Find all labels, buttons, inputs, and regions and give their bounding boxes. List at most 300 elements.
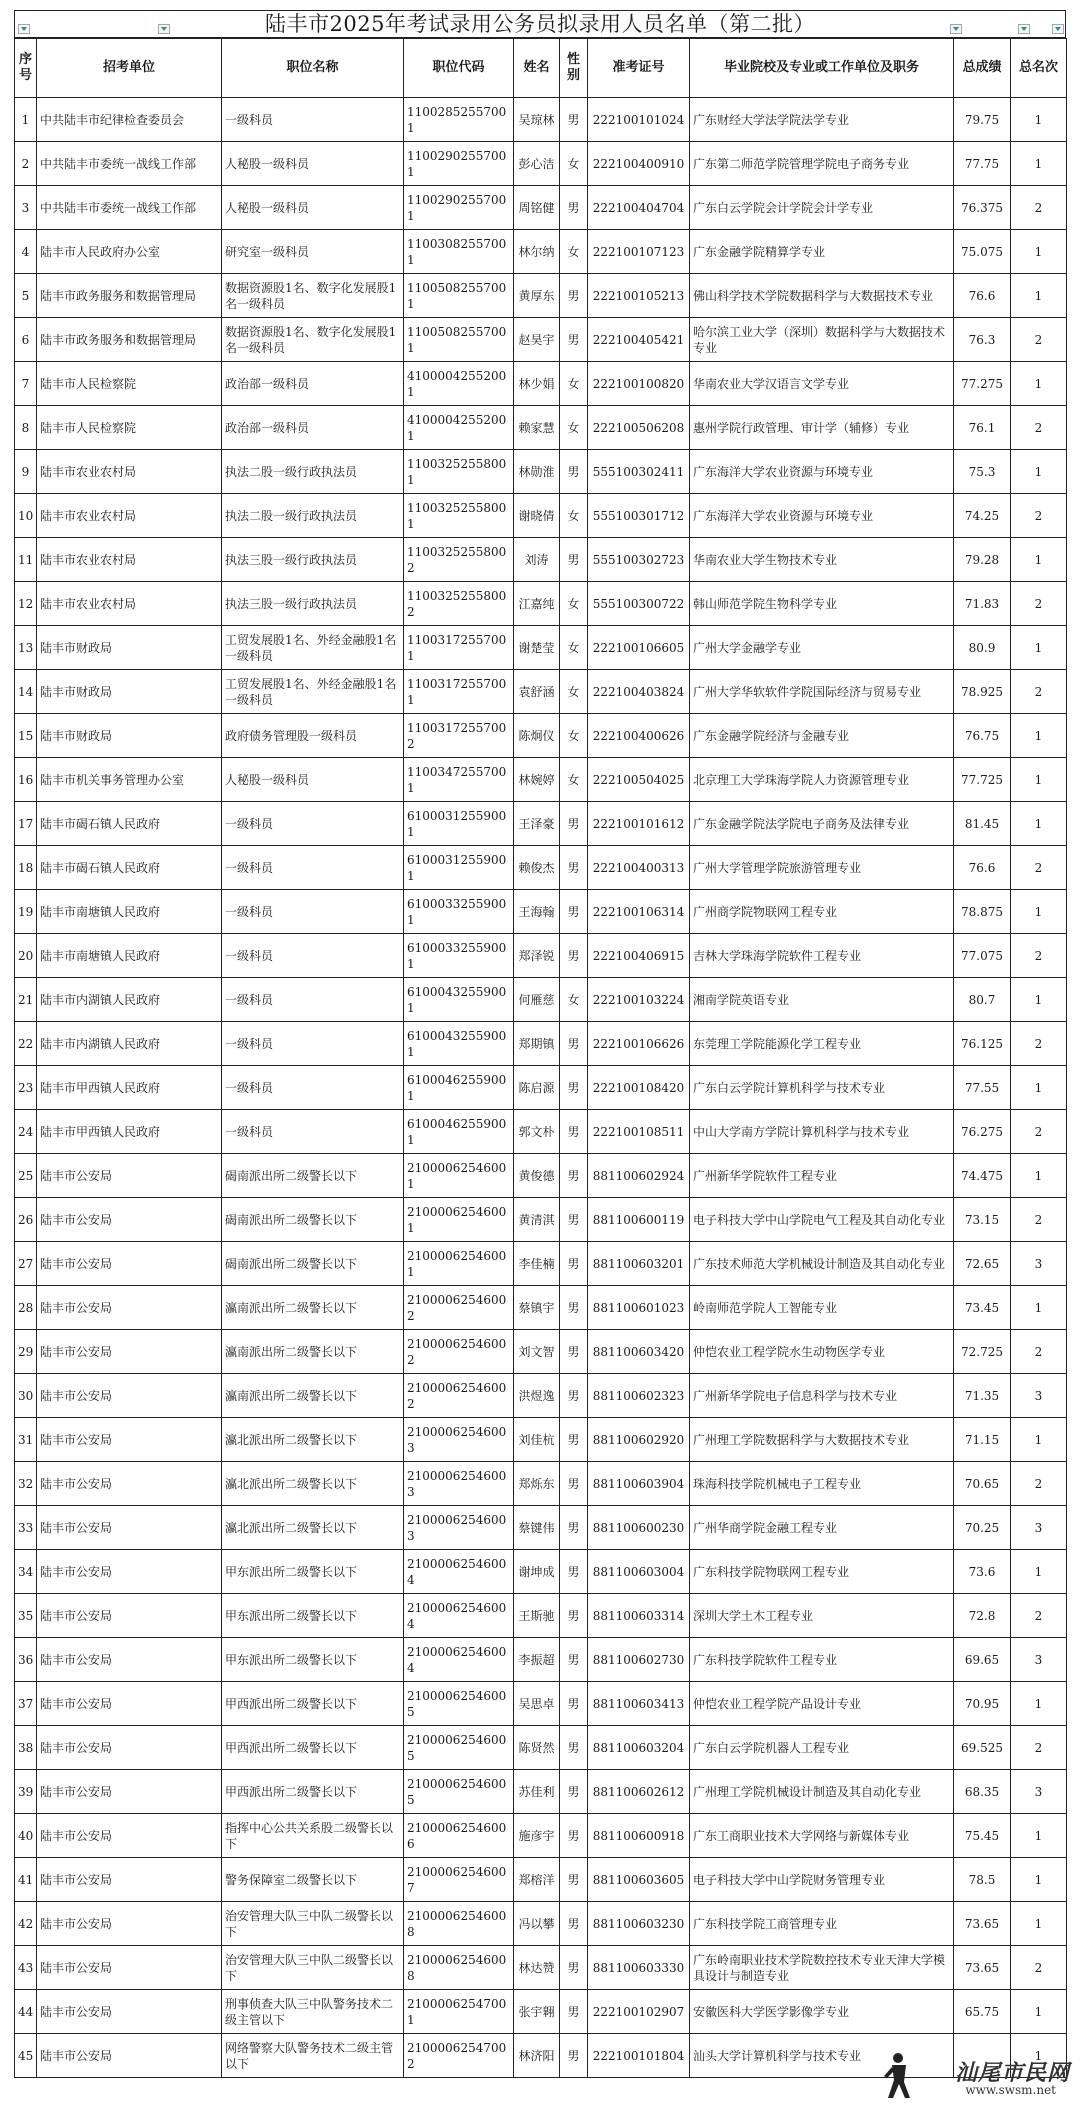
table-row [15, 1726, 1067, 1770]
cell-rank: 2 [1011, 406, 1067, 450]
cell-rank: 2 [1011, 1462, 1067, 1506]
cell-code: 11003172557001 [404, 626, 514, 670]
cell-score: 78.925 [954, 670, 1011, 714]
cell-position: 瀛北派出所二级警长以下 [222, 1506, 404, 1550]
header-unit: 招考单位 [37, 39, 222, 98]
cell-name: 洪煜逸 [514, 1374, 560, 1418]
cell-seq: 36 [15, 1638, 37, 1682]
cell-school: 广州商学院物联网工程专业 [690, 890, 954, 934]
cell-seq: 13 [15, 626, 37, 670]
cell-school: 岭南师范学院人工智能专业 [690, 1286, 954, 1330]
cell-unit: 陆丰市公安局 [37, 1418, 222, 1462]
cell-seq: 20 [15, 934, 37, 978]
cell-seq: 38 [15, 1726, 37, 1770]
cell-rank: 2 [1011, 582, 1067, 626]
header-exam-id: 准考证号 [588, 39, 690, 98]
cell-position: 甲东派出所二级警长以下 [222, 1594, 404, 1638]
cell-unit: 陆丰市财政局 [37, 626, 222, 670]
table-row [15, 978, 1067, 1022]
cell-seq: 1 [15, 98, 37, 142]
cell-seq: 12 [15, 582, 37, 626]
cell-code: 21000062546003 [404, 1506, 514, 1550]
cell-score: 69.525 [954, 1726, 1011, 1770]
cell-rank: 1 [1011, 1902, 1067, 1946]
cell-rank: 2 [1011, 186, 1067, 230]
cell-code: 21000062546008 [404, 1946, 514, 1990]
cell-unit: 陆丰市公安局 [37, 1506, 222, 1550]
cell-name: 黄厚东 [514, 274, 560, 318]
cell-unit: 陆丰市内湖镇人民政府 [37, 978, 222, 1022]
cell-seq: 39 [15, 1770, 37, 1814]
cell-gender: 女 [560, 626, 588, 670]
cell-seq: 44 [15, 1990, 37, 2034]
table-row [15, 1858, 1067, 1902]
cell-exam-id: 222100106605 [588, 626, 690, 670]
cell-code: 21000062546008 [404, 1902, 514, 1946]
cell-seq: 11 [15, 538, 37, 582]
cell-seq: 34 [15, 1550, 37, 1594]
cell-school: 吉林大学珠海学院软件工程专业 [690, 934, 954, 978]
table-row [15, 1198, 1067, 1242]
cell-name: 郭文朴 [514, 1110, 560, 1154]
cell-code: 21000062546001 [404, 1242, 514, 1286]
cell-seq: 43 [15, 1946, 37, 1990]
header-school: 毕业院校及专业或工作单位及职务 [690, 39, 954, 98]
cell-school: 广州大学金融学专业 [690, 626, 954, 670]
cell-score: 70.25 [954, 1506, 1011, 1550]
cell-unit: 陆丰市公安局 [37, 1462, 222, 1506]
cell-unit: 陆丰市内湖镇人民政府 [37, 1022, 222, 1066]
cell-gender: 女 [560, 582, 588, 626]
cell-position: 政府债务管理股一级科员 [222, 714, 404, 758]
cell-code: 61000432559001 [404, 978, 514, 1022]
cell-rank: 1 [1011, 714, 1067, 758]
filter-dropdown-icon[interactable] [18, 24, 30, 34]
cell-school: 东莞理工学院能源化学工程专业 [690, 1022, 954, 1066]
cell-code: 61000462559001 [404, 1110, 514, 1154]
cell-rank: 3 [1011, 1638, 1067, 1682]
cell-rank: 2 [1011, 318, 1067, 362]
cell-school: 湘南学院英语专业 [690, 978, 954, 1022]
cell-name: 江嘉纯 [514, 582, 560, 626]
cell-school: 广州新华学院电子信息科学与技术专业 [690, 1374, 954, 1418]
cell-school: 广东白云学院机器人工程专业 [690, 1726, 954, 1770]
cell-code: 11003472557001 [404, 758, 514, 802]
cell-rank: 1 [1011, 1550, 1067, 1594]
table-row [15, 934, 1067, 978]
cell-name: 施彦宇 [514, 1814, 560, 1858]
table-row [15, 1154, 1067, 1198]
table-row [15, 1682, 1067, 1726]
cell-exam-id: 222100102907 [588, 1990, 690, 2034]
cell-exam-id: 881100600918 [588, 1814, 690, 1858]
table-row [15, 1946, 1067, 1990]
cell-seq: 4 [15, 230, 37, 274]
cell-seq: 21 [15, 978, 37, 1022]
cell-name: 林达赞 [514, 1946, 560, 1990]
cell-school: 华南农业大学生物技术专业 [690, 538, 954, 582]
cell-name: 苏佳利 [514, 1770, 560, 1814]
cell-rank: 1 [1011, 450, 1067, 494]
cell-rank: 1 [1011, 1814, 1067, 1858]
cell-rank: 1 [1011, 362, 1067, 406]
cell-code: 11003252558002 [404, 538, 514, 582]
cell-score: 73.15 [954, 1198, 1011, 1242]
cell-exam-id: 881100603413 [588, 1682, 690, 1726]
cell-name: 刘涛 [514, 538, 560, 582]
cell-score: 79.75 [954, 98, 1011, 142]
table-row [15, 1418, 1067, 1462]
cell-position: 数据资源股1名、数字化发展股1名一级科员 [222, 274, 404, 318]
cell-exam-id: 881100602924 [588, 1154, 690, 1198]
cell-gender: 男 [560, 1858, 588, 1902]
cell-code: 21000062546004 [404, 1594, 514, 1638]
cell-exam-id: 222100400313 [588, 846, 690, 890]
cell-unit: 陆丰市南塘镇人民政府 [37, 934, 222, 978]
header-seq: 序号 [15, 39, 37, 98]
cell-seq: 14 [15, 670, 37, 714]
cell-score: 71.83 [954, 582, 1011, 626]
cell-gender: 男 [560, 1374, 588, 1418]
cell-seq: 10 [15, 494, 37, 538]
cell-school: 广东白云学院计算机科学与技术专业 [690, 1066, 954, 1110]
table-row [15, 626, 1067, 670]
cell-exam-id: 222100100820 [588, 362, 690, 406]
cell-rank: 2 [1011, 670, 1067, 714]
cell-name: 王泽豪 [514, 802, 560, 846]
cell-position: 指挥中心公共关系股二级警长以下 [222, 1814, 404, 1858]
cell-exam-id: 222100106626 [588, 1022, 690, 1066]
cell-exam-id: 555100302411 [588, 450, 690, 494]
cell-gender: 男 [560, 318, 588, 362]
cell-exam-id: 881100603904 [588, 1462, 690, 1506]
cell-score: 70.65 [954, 1462, 1011, 1506]
cell-score: 70.95 [954, 1682, 1011, 1726]
cell-seq: 19 [15, 890, 37, 934]
cell-gender: 男 [560, 98, 588, 142]
cell-name: 陈炯仪 [514, 714, 560, 758]
table-row [15, 274, 1067, 318]
cell-exam-id: 222100406915 [588, 934, 690, 978]
cell-code: 11002902557001 [404, 186, 514, 230]
cell-gender: 男 [560, 1550, 588, 1594]
cell-seq: 42 [15, 1902, 37, 1946]
cell-code: 61000332559001 [404, 934, 514, 978]
cell-position: 执法三股一级行政执法员 [222, 538, 404, 582]
cell-name: 林勋淮 [514, 450, 560, 494]
cell-school: 广州大学华软软件学院国际经济与贸易专业 [690, 670, 954, 714]
cell-rank: 2 [1011, 934, 1067, 978]
cell-exam-id: 222100106314 [588, 890, 690, 934]
cell-gender: 男 [560, 538, 588, 582]
cell-gender: 男 [560, 1990, 588, 2034]
cell-gender: 女 [560, 230, 588, 274]
cell-position: 工贸发展股1名、外经金融股1名一级科员 [222, 626, 404, 670]
cell-position: 政治部一级科员 [222, 362, 404, 406]
cell-school: 惠州学院行政管理、审计学（辅修）专业 [690, 406, 954, 450]
cell-position: 人秘股一级科员 [222, 142, 404, 186]
table-row [15, 406, 1067, 450]
table-row [15, 318, 1067, 362]
cell-code: 11003172557002 [404, 714, 514, 758]
cell-code: 21000062546005 [404, 1726, 514, 1770]
cell-name: 郑泽锐 [514, 934, 560, 978]
table-row [15, 142, 1067, 186]
cell-code: 21000062546005 [404, 1682, 514, 1726]
cell-gender: 女 [560, 978, 588, 1022]
table-row [15, 1990, 1067, 2034]
cell-code: 21000062546002 [404, 1330, 514, 1374]
cell-gender: 女 [560, 494, 588, 538]
filter-dropdown-icon[interactable] [158, 24, 170, 34]
filter-dropdown-icon[interactable] [1018, 24, 1030, 34]
cell-code: 21000062546005 [404, 1770, 514, 1814]
cell-seq: 6 [15, 318, 37, 362]
cell-school: 中山大学南方学院计算机科学与技术专业 [690, 1110, 954, 1154]
cell-position: 人秘股一级科员 [222, 758, 404, 802]
table-row [15, 582, 1067, 626]
cell-code: 61000312559001 [404, 802, 514, 846]
page-title: 陆丰市2025年考试录用公务员拟录用人员名单（第二批） [265, 12, 815, 36]
cell-school: 广东金融学院法学院电子商务及法律专业 [690, 802, 954, 846]
cell-rank: 2 [1011, 1198, 1067, 1242]
cell-name: 何雁慈 [514, 978, 560, 1022]
cell-gender: 男 [560, 1638, 588, 1682]
cell-position: 一级科员 [222, 1022, 404, 1066]
cell-school: 广东岭南职业技术学院数控技术专业天津大学模具设计与制造专业 [690, 1946, 954, 1990]
cell-name: 谢坤成 [514, 1550, 560, 1594]
table-row [15, 1286, 1067, 1330]
cell-code: 21000062546003 [404, 1462, 514, 1506]
cell-score: 77.75 [954, 142, 1011, 186]
cell-name: 周铭健 [514, 186, 560, 230]
cell-unit: 陆丰市公安局 [37, 1946, 222, 1990]
table-row [15, 758, 1067, 802]
cell-exam-id: 222100101024 [588, 98, 690, 142]
cell-school: 广州新华学院软件工程专业 [690, 1154, 954, 1198]
cell-exam-id: 555100301712 [588, 494, 690, 538]
cell-school: 深圳大学土木工程专业 [690, 1594, 954, 1638]
cell-gender: 男 [560, 1066, 588, 1110]
cell-name: 袁舒涵 [514, 670, 560, 714]
cell-score: 76.125 [954, 1022, 1011, 1066]
cell-unit: 陆丰市人民检察院 [37, 362, 222, 406]
cell-name: 郑烁东 [514, 1462, 560, 1506]
cell-unit: 陆丰市农业农村局 [37, 582, 222, 626]
cell-gender: 男 [560, 1946, 588, 1990]
cell-score: 75.075 [954, 230, 1011, 274]
cell-school: 珠海科技学院机械电子工程专业 [690, 1462, 954, 1506]
cell-seq: 16 [15, 758, 37, 802]
filter-dropdown-icon[interactable] [950, 24, 962, 34]
cell-gender: 男 [560, 1154, 588, 1198]
cell-exam-id: 881100600119 [588, 1198, 690, 1242]
cell-code: 61000432559001 [404, 1022, 514, 1066]
cell-position: 一级科员 [222, 1066, 404, 1110]
cell-gender: 男 [560, 1418, 588, 1462]
cell-rank: 3 [1011, 1374, 1067, 1418]
cell-unit: 陆丰市南塘镇人民政府 [37, 890, 222, 934]
cell-rank: 1 [1011, 1154, 1067, 1198]
cell-name: 谢楚莹 [514, 626, 560, 670]
cell-school: 韩山师范学院生物科学专业 [690, 582, 954, 626]
cell-gender: 女 [560, 142, 588, 186]
cell-seq: 30 [15, 1374, 37, 1418]
cell-code: 41000042552001 [404, 362, 514, 406]
cell-school: 广东工商职业技术大学网络与新媒体专业 [690, 1814, 954, 1858]
walking-figure-icon [880, 2050, 920, 2100]
cell-unit: 陆丰市公安局 [37, 1682, 222, 1726]
cell-gender: 男 [560, 1506, 588, 1550]
cell-seq: 31 [15, 1418, 37, 1462]
cell-seq: 45 [15, 2034, 37, 2078]
cell-seq: 8 [15, 406, 37, 450]
cell-name: 林婉婷 [514, 758, 560, 802]
cell-name: 刘佳杭 [514, 1418, 560, 1462]
table-row [15, 1022, 1067, 1066]
cell-score: 76.375 [954, 186, 1011, 230]
table-row [15, 1550, 1067, 1594]
recruitment-table [14, 38, 1067, 2078]
cell-unit: 陆丰市政务服务和数据管理局 [37, 318, 222, 362]
cell-exam-id: 222100101612 [588, 802, 690, 846]
cell-position: 一级科员 [222, 1110, 404, 1154]
cell-unit: 陆丰市公安局 [37, 1594, 222, 1638]
cell-exam-id: 222100105213 [588, 274, 690, 318]
cell-seq: 26 [15, 1198, 37, 1242]
cell-rank: 3 [1011, 1242, 1067, 1286]
cell-exam-id: 881100602920 [588, 1418, 690, 1462]
header-rank: 总名次 [1011, 39, 1067, 98]
cell-name: 黄俊德 [514, 1154, 560, 1198]
cell-position: 一级科员 [222, 978, 404, 1022]
cell-exam-id: 881100602612 [588, 1770, 690, 1814]
cell-seq: 23 [15, 1066, 37, 1110]
cell-school: 广东金融学院精算学专业 [690, 230, 954, 274]
cell-unit: 中共陆丰市纪律检查委员会 [37, 98, 222, 142]
cell-score: 78.875 [954, 890, 1011, 934]
cell-name: 林少娟 [514, 362, 560, 406]
cell-code: 11003252558002 [404, 582, 514, 626]
cell-rank: 1 [1011, 142, 1067, 186]
cell-school: 广州大学管理学院旅游管理专业 [690, 846, 954, 890]
cell-exam-id: 222100400626 [588, 714, 690, 758]
cell-name: 陈贤然 [514, 1726, 560, 1770]
cell-seq: 24 [15, 1110, 37, 1154]
cell-rank: 2 [1011, 1022, 1067, 1066]
cell-unit: 陆丰市公安局 [37, 1242, 222, 1286]
cell-exam-id: 222100504025 [588, 758, 690, 802]
cell-score: 65.75 [954, 1990, 1011, 2034]
cell-code: 21000062546002 [404, 1286, 514, 1330]
cell-rank: 1 [1011, 2034, 1067, 2078]
cell-code: 11003082557001 [404, 230, 514, 274]
cell-score: 73.65 [954, 1902, 1011, 1946]
cell-seq: 29 [15, 1330, 37, 1374]
cell-seq: 33 [15, 1506, 37, 1550]
cell-name: 吴琼林 [514, 98, 560, 142]
cell-score: 72.725 [954, 1330, 1011, 1374]
cell-unit: 陆丰市机关事务管理办公室 [37, 758, 222, 802]
cell-position: 甲东派出所二级警长以下 [222, 1550, 404, 1594]
cell-rank: 2 [1011, 494, 1067, 538]
cell-code: 21000062546001 [404, 1198, 514, 1242]
cell-unit: 陆丰市公安局 [37, 1638, 222, 1682]
cell-school: 广东科技学院工商管理专业 [690, 1902, 954, 1946]
cell-exam-id: 222100405421 [588, 318, 690, 362]
cell-exam-id: 222100400910 [588, 142, 690, 186]
cell-school: 广东海洋大学农业资源与环境专业 [690, 450, 954, 494]
table-row [15, 230, 1067, 274]
cell-score: 77.275 [954, 362, 1011, 406]
cell-unit: 陆丰市公安局 [37, 1374, 222, 1418]
cell-unit: 陆丰市公安局 [37, 1726, 222, 1770]
cell-position: 人秘股一级科员 [222, 186, 404, 230]
cell-position: 碣南派出所二级警长以下 [222, 1198, 404, 1242]
cell-score: 80.7 [954, 978, 1011, 1022]
cell-school: 广东白云学院会计学院会计学专业 [690, 186, 954, 230]
filter-dropdown-icon[interactable] [1052, 24, 1064, 34]
cell-exam-id: 881100603204 [588, 1726, 690, 1770]
cell-unit: 陆丰市碣石镇人民政府 [37, 802, 222, 846]
cell-name: 吴思卓 [514, 1682, 560, 1726]
table-row [15, 1506, 1067, 1550]
cell-code: 11002902557001 [404, 142, 514, 186]
cell-gender: 女 [560, 670, 588, 714]
cell-unit: 陆丰市公安局 [37, 1990, 222, 2034]
cell-exam-id: 881100600230 [588, 1506, 690, 1550]
cell-position: 甲东派出所二级警长以下 [222, 1638, 404, 1682]
cell-seq: 32 [15, 1462, 37, 1506]
cell-position: 刑事侦查大队三中队警务技术二级主管以下 [222, 1990, 404, 2034]
cell-name: 赵昊宇 [514, 318, 560, 362]
cell-code: 61000332559001 [404, 890, 514, 934]
cell-school: 哈尔滨工业大学（深圳）数据科学与大数据技术专业 [690, 318, 954, 362]
cell-seq: 5 [15, 274, 37, 318]
table-row [15, 670, 1067, 714]
cell-position: 执法二股一级行政执法员 [222, 494, 404, 538]
cell-name: 郑榕洋 [514, 1858, 560, 1902]
cell-gender: 男 [560, 890, 588, 934]
cell-position: 网络警察大队警务技术二级主管以下 [222, 2034, 404, 2078]
cell-unit: 陆丰市财政局 [37, 670, 222, 714]
cell-score: 68.35 [954, 1770, 1011, 1814]
cell-exam-id: 222100108420 [588, 1066, 690, 1110]
header-position: 职位名称 [222, 39, 404, 98]
cell-unit: 陆丰市人民检察院 [37, 406, 222, 450]
cell-code: 21000062546006 [404, 1814, 514, 1858]
cell-score: 72.65 [954, 1242, 1011, 1286]
cell-position: 治安管理大队三中队二级警长以下 [222, 1902, 404, 1946]
table-row [15, 494, 1067, 538]
cell-rank: 2 [1011, 846, 1067, 890]
cell-code: 11003172557001 [404, 670, 514, 714]
cell-gender: 男 [560, 1198, 588, 1242]
cell-score: 76.6 [954, 274, 1011, 318]
cell-exam-id: 881100603230 [588, 1902, 690, 1946]
cell-gender: 男 [560, 1770, 588, 1814]
cell-name: 蔡镇宇 [514, 1286, 560, 1330]
cell-unit: 陆丰市农业农村局 [37, 538, 222, 582]
cell-exam-id: 222100403824 [588, 670, 690, 714]
cell-school: 广东科技学院软件工程专业 [690, 1638, 954, 1682]
cell-rank: 1 [1011, 1682, 1067, 1726]
cell-position: 瀛南派出所二级警长以下 [222, 1374, 404, 1418]
cell-exam-id: 881100603004 [588, 1550, 690, 1594]
cell-name: 李振超 [514, 1638, 560, 1682]
cell-score: 79.28 [954, 538, 1011, 582]
cell-seq: 7 [15, 362, 37, 406]
